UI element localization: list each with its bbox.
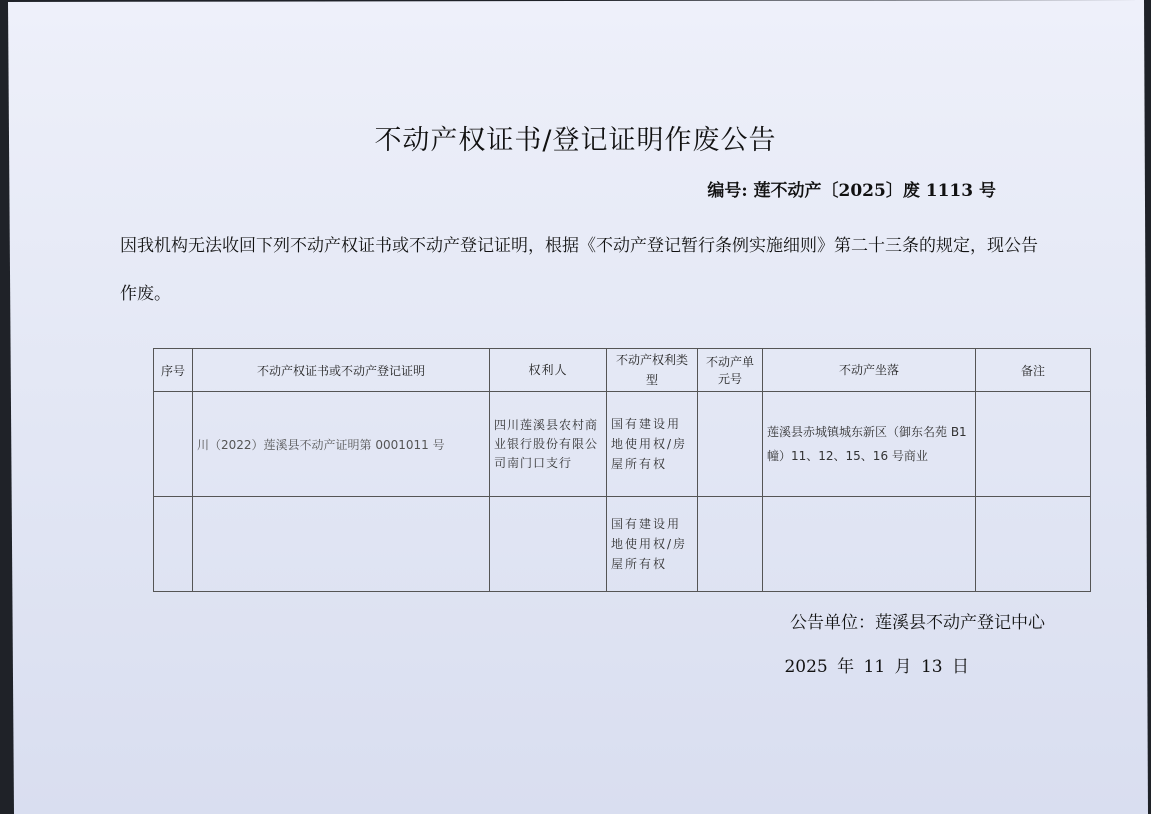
notice-date: 2025 年 11 月 13 日 <box>784 657 969 677</box>
voided-certificates-table <box>153 348 1091 592</box>
cell-index <box>154 392 193 497</box>
table-header-row <box>154 349 1091 392</box>
notice-body: 因我机构无法收回下列不动产权证书或不动产登记证明，根据《不动产登记暂行条例实施细则》第二十三条的规定，现公告作废。 <box>120 236 1038 304</box>
header-certificate: 不动产权证书或不动产登记证明 <box>193 349 490 392</box>
notice-title: 不动产权证书/登记证明作废公告 <box>374 125 777 156</box>
header-remarks: 备注 <box>976 349 1091 392</box>
cell-certificate <box>193 497 490 592</box>
header-unit-number: 不动产单元号 <box>698 349 763 392</box>
cell-unit-number <box>698 497 763 592</box>
cell-location: 莲溪县赤城镇城东新区（御东名苑 B1 幢）11、12、15、16 号商业 <box>763 392 976 497</box>
cell-right-type: 国有建设用地使用权/房屋所有权 <box>607 392 698 497</box>
cell-holder: 四川莲溪县农村商业银行股份有限公司南门口支行 <box>490 392 607 497</box>
header-index: 序号 <box>154 349 193 392</box>
cell-holder <box>490 497 607 592</box>
cell-remarks <box>976 497 1091 592</box>
cell-right-type: 国有建设用地使用权/房屋所有权 <box>607 497 698 592</box>
cell-remarks <box>976 392 1091 497</box>
cell-location <box>763 497 976 592</box>
table-row <box>154 497 1091 592</box>
header-right-type: 不动产权利类型 <box>607 349 698 392</box>
header-location: 不动产坐落 <box>763 349 976 392</box>
cell-unit-number <box>698 392 763 497</box>
table-row <box>154 392 1091 497</box>
cell-index <box>154 497 193 592</box>
document-number: 编号: 莲不动产〔2025〕废 1113 号 <box>707 181 996 201</box>
cell-certificate: 川（2022）莲溪县不动产证明第 0001011 号 <box>193 392 490 497</box>
issuing-authority: 公告单位：莲溪县不动产登记中心 <box>790 613 1045 633</box>
header-holder: 权利人 <box>490 349 607 392</box>
